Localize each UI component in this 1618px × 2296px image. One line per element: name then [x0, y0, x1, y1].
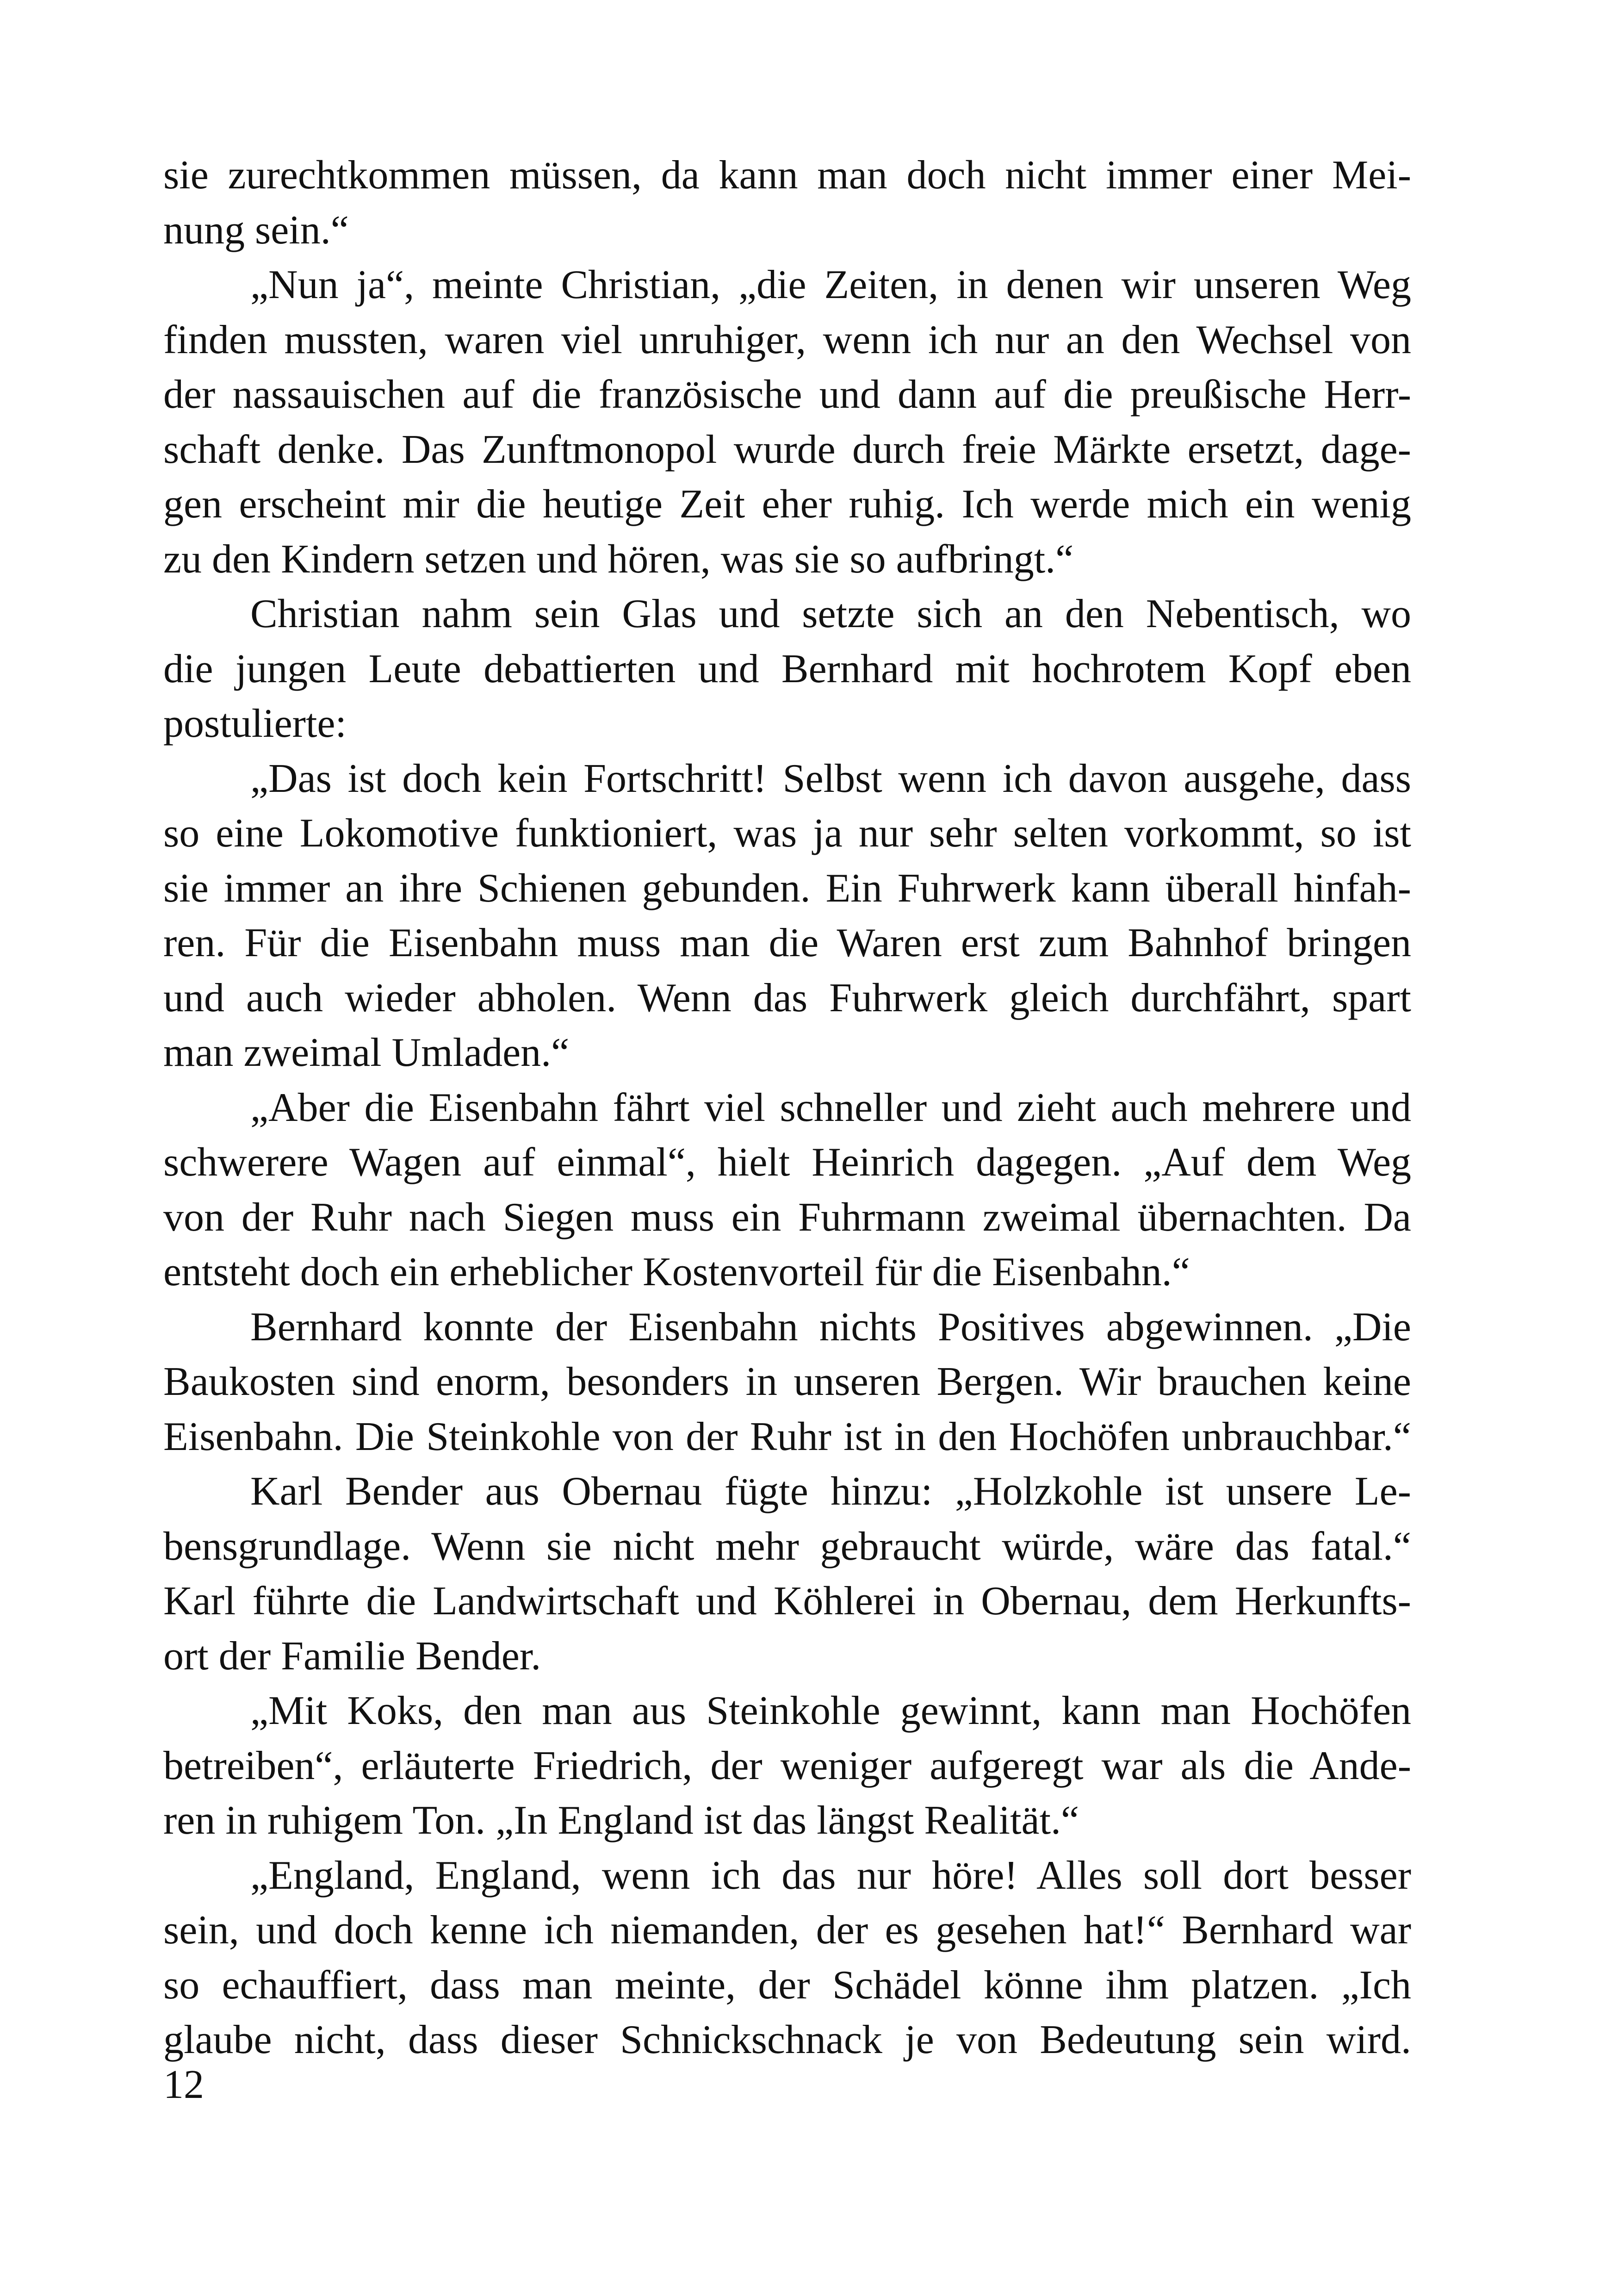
page-number: 12	[163, 2062, 204, 2107]
text-line: ren in ruhigem Ton. „In England ist das längst Realität.“	[163, 1798, 1079, 1843]
text-line: „Aber die Eisenbahn fährt viel schneller und zieht auch mehrere und	[250, 1085, 1411, 1130]
text-line: sein, und doch kenne ich niemanden, der es gesehen hat!“ Bernhard war	[163, 1908, 1411, 1953]
text-line: zu den Kindern setzen und hören, was sie so aufbringt.“	[163, 536, 1074, 582]
text-line: Christian nahm sein Glas und setzte sich an den Nebentisch, wo	[250, 591, 1411, 636]
text-line: entsteht doch ein erheblicher Kostenvorteil für die Eisenbahn.“	[163, 1250, 1190, 1294]
text-line: finden mussten, waren viel unruhiger, wenn ich nur an den Wechsel von	[163, 317, 1411, 362]
text-line: Eisenbahn. Die Steinkohle von der Ruhr ist in den Hochöfen unbrauchbar.“	[163, 1414, 1411, 1459]
text-line: „Das ist doch kein Fortschritt! Selbst wenn ich davon ausgehe, dass	[250, 756, 1411, 801]
text-line: so echauffiert, dass man meinte, der Schädel könne ihm platzen. „Ich	[163, 1962, 1411, 2008]
page-body-text	[163, 148, 1411, 2068]
text-line: bensgrundlage. Wenn sie nicht mehr gebraucht würde, wäre das fatal.“	[163, 1524, 1411, 1569]
text-line: sie immer an ihre Schienen gebunden. Ein Fuhrwerk kann überall hinfah-	[163, 865, 1411, 911]
text-line: ren. Für die Eisenbahn muss man die Waren erst zum Bahnhof bringen	[163, 921, 1411, 965]
text-line: nung sein.“	[163, 207, 349, 253]
text-line: „Mit Koks, den man aus Steinkohle gewinnt, kann man Hochöfen	[250, 1688, 1411, 1733]
text-line: „Nun ja“, meinte Christian, „die Zeiten, in denen wir unseren Weg	[250, 262, 1411, 307]
text-line: glaube nicht, dass dieser Schnickschnack je von Bedeutung sein wird.	[163, 2017, 1411, 2062]
text-line: Karl führte die Landwirtschaft und Köhlerei in Obernau, dem Herkunfts-	[163, 1579, 1411, 1624]
text-line: Karl Bender aus Obernau fügte hinzu: „Holzkohle ist unsere Le-	[250, 1469, 1411, 1514]
text-line: Baukosten sind enorm, besonders in unseren Bergen. Wir brauchen keine	[163, 1359, 1411, 1404]
text-line: so eine Lokomotive funktioniert, was ja nur sehr selten vorkommt, so ist	[163, 811, 1411, 856]
text-line: und auch wieder abholen. Wenn das Fuhrwerk gleich durchfährt, spart	[163, 975, 1411, 1020]
text-line: der nassauischen auf die französische und dann auf die preußische Herr-	[163, 372, 1411, 417]
text-line: Bernhard konnte der Eisenbahn nichts Positives abgewinnen. „Die	[250, 1304, 1411, 1350]
text-line: betreiben“, erläuterte Friedrich, der weniger aufgeregt war als die Ande-	[163, 1743, 1411, 1788]
text-line: gen erscheint mir die heutige Zeit eher ruhig. Ich werde mich ein wenig	[163, 482, 1411, 527]
text-line: „England, England, wenn ich das nur höre! Alles soll dort besser	[250, 1853, 1411, 1898]
text-line: von der Ruhr nach Siegen muss ein Fuhrmann zweimal übernachten. Da	[163, 1195, 1411, 1240]
text-line: sie zurechtkommen müssen, da kann man doch nicht immer einer Mei-	[163, 153, 1411, 198]
text-line: postulierte:	[163, 701, 347, 746]
text-line: die jungen Leute debattierten und Bernhard mit hochrotem Kopf eben	[163, 646, 1411, 691]
text-line: schaft denke. Das Zunftmonopol wurde durch freie Märkte ersetzt, dage-	[163, 427, 1411, 472]
text-line: ort der Familie Bender.	[163, 1633, 541, 1679]
text-line: schwerere Wagen auf einmal“, hielt Heinrich dagegen. „Auf dem Weg	[163, 1140, 1411, 1185]
text-line: man zweimal Umladen.“	[163, 1030, 570, 1075]
